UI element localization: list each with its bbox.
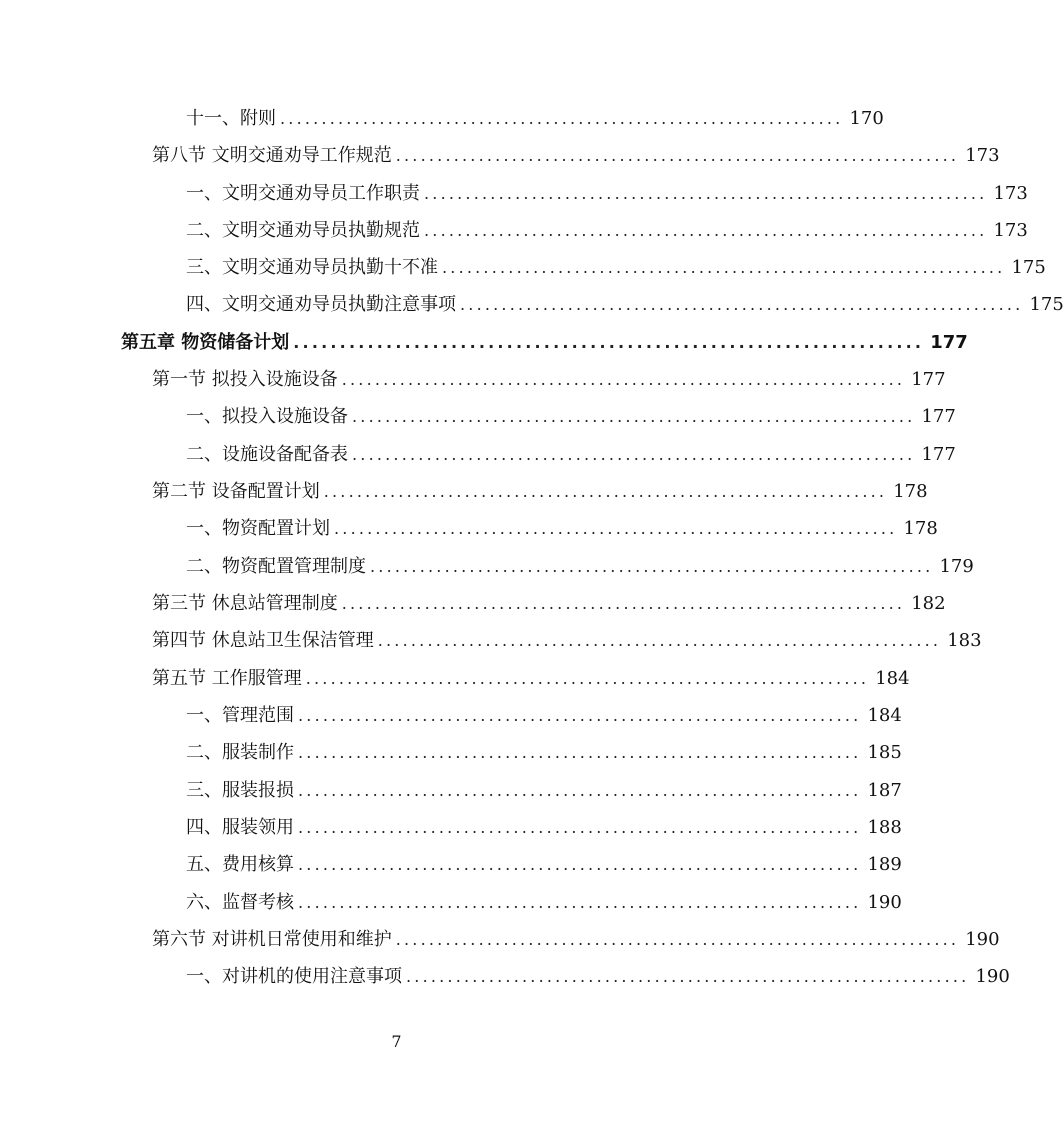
toc-entry-page: 188: [867, 817, 902, 838]
toc-entry-label: 三、服装报损: [186, 780, 294, 801]
toc-entry-label: 第四节 休息站卫生保洁管理: [152, 630, 374, 651]
toc-entry-label: 第一节 拟投入设施设备: [152, 369, 338, 390]
toc-entry[interactable]: [186, 776, 902, 806]
toc-dot-leader: ....................................................................: [323, 482, 888, 501]
toc-entry-label: 一、文明交通劝导员工作职责: [186, 183, 420, 204]
toc-entry-label: 二、服装制作: [186, 742, 294, 763]
toc-entry-label: 一、管理范围: [186, 705, 294, 726]
toc-entry-label: 二、文明交通劝导员执勤规范: [186, 220, 420, 241]
toc-dot-leader: ....................................................................: [298, 855, 862, 874]
toc-entry[interactable]: [186, 216, 1028, 246]
toc-dot-leader: ....................................................................: [298, 893, 862, 912]
toc-entry-page: 184: [875, 668, 910, 689]
toc-chapter-entry[interactable]: [121, 328, 968, 358]
toc-dot-leader: ....................................................................: [352, 445, 916, 464]
toc-entry-page: 190: [975, 966, 1010, 987]
toc-entry[interactable]: [152, 365, 946, 395]
toc-entry-page: 179: [939, 556, 974, 577]
toc-entry[interactable]: [152, 664, 910, 694]
toc-dot-leader: ....................................................................: [280, 109, 844, 128]
toc-dot-leader: ....................................................................: [377, 631, 942, 650]
toc-entry-page: 185: [867, 742, 902, 763]
toc-entry[interactable]: [186, 701, 902, 731]
toc-entry-page: 189: [867, 854, 902, 875]
toc-entry-page: 177: [921, 406, 956, 427]
toc-entry-label: 六、监督考核: [186, 892, 294, 913]
toc-dot-leader: ....................................................................: [442, 258, 1006, 277]
toc-entry[interactable]: [186, 402, 956, 432]
toc-entry[interactable]: [186, 104, 884, 134]
toc-entry-page: 177: [911, 369, 946, 390]
toc-entry-label: 第五节 工作服管理: [152, 668, 302, 689]
toc-dot-leader: ....................................................................: [460, 295, 1024, 314]
toc-entry-label: 一、对讲机的使用注意事项: [186, 966, 402, 987]
toc-dot-leader: ....................................................................: [341, 370, 906, 389]
toc-dot-leader: ....................................................................: [352, 407, 916, 426]
toc-entry[interactable]: [186, 813, 902, 843]
toc-entry-label: 十一、附则: [186, 108, 276, 129]
toc-dot-leader: ....................................................................: [298, 743, 862, 762]
toc-entry-label: 三、文明交通劝导员执勤十不准: [186, 257, 438, 278]
toc-entry-page: 178: [893, 481, 928, 502]
toc-entry[interactable]: [186, 888, 902, 918]
toc-dot-leader: ....................................................................: [395, 146, 960, 165]
toc-entry[interactable]: [186, 962, 1010, 992]
toc-entry-label: 第六节 对讲机日常使用和维护: [152, 929, 392, 950]
toc-entry[interactable]: [186, 179, 1028, 209]
toc-entry-page: 183: [947, 630, 982, 651]
toc-entry-label: 二、设施设备配备表: [186, 444, 348, 465]
toc-entry-page: 182: [911, 593, 946, 614]
toc-dot-leader: ....................................................................: [298, 706, 862, 725]
toc-entry[interactable]: [186, 440, 956, 470]
toc-entry[interactable]: [186, 850, 902, 880]
toc-entry-page: 178: [903, 518, 938, 539]
toc-entry-page: 190: [867, 892, 902, 913]
toc-entry[interactable]: [152, 477, 928, 507]
toc-entry[interactable]: [186, 738, 902, 768]
toc-entry-label: 四、文明交通劝导员执勤注意事项: [186, 294, 456, 315]
toc-entry[interactable]: [186, 552, 974, 582]
toc-entry-page: 173: [993, 220, 1028, 241]
toc-entry-label: 第八节 文明交通劝导工作规范: [152, 145, 392, 166]
toc-entry-page: 177: [921, 444, 956, 465]
toc-entry-label: 一、物资配置计划: [186, 518, 330, 539]
toc-dot-leader: ....................................................................: [298, 781, 862, 800]
toc-entry[interactable]: [186, 514, 938, 544]
toc-dot-leader: ....................................................................: [305, 669, 870, 688]
toc-dot-leader: ....................................................................: [298, 818, 862, 837]
toc-entry[interactable]: [186, 253, 1046, 283]
toc-dot-leader: ....................................................................: [395, 930, 960, 949]
toc-entry-page: 184: [867, 705, 902, 726]
toc-dot-leader: ....................................................................: [370, 557, 934, 576]
toc-entry-page: 175: [1029, 294, 1064, 315]
toc-entry-label: 四、服装领用: [186, 817, 294, 838]
toc-entry-label: 第三节 休息站管理制度: [152, 593, 338, 614]
toc-dot-leader: ....................................................................: [341, 594, 906, 613]
toc-entry-label: 第五章 物资储备计划: [121, 332, 290, 353]
toc-entry[interactable]: [152, 626, 982, 656]
toc-entry[interactable]: [186, 290, 1064, 320]
toc-entry[interactable]: [152, 141, 1000, 171]
toc-dot-leader: ....................................................................: [424, 221, 988, 240]
toc-entry-page: 173: [993, 183, 1028, 204]
toc-entry-page: 187: [867, 780, 902, 801]
toc-entry-page: 170: [849, 108, 884, 129]
toc-entry-label: 一、拟投入设施设备: [186, 406, 348, 427]
toc-entry-label: 五、费用核算: [186, 854, 294, 875]
toc-dot-leader: ....................................................................: [406, 967, 970, 986]
toc-entry[interactable]: [152, 925, 1000, 955]
toc-entry-label: 二、物资配置管理制度: [186, 556, 366, 577]
toc-dot-leader: ....................................................................: [424, 184, 988, 203]
toc-dot-leader: ....................................................................: [334, 519, 898, 538]
toc-dot-leader: ....................................................................: [293, 333, 925, 352]
toc-entry-page: 175: [1011, 257, 1046, 278]
toc-entry-page: 173: [965, 145, 1000, 166]
toc-entry-page: 190: [965, 929, 1000, 950]
page-number: 7: [391, 1032, 402, 1051]
toc-entry-label: 第二节 设备配置计划: [152, 481, 320, 502]
toc-entry-page: 177: [930, 332, 968, 353]
toc-entry[interactable]: [152, 589, 946, 619]
